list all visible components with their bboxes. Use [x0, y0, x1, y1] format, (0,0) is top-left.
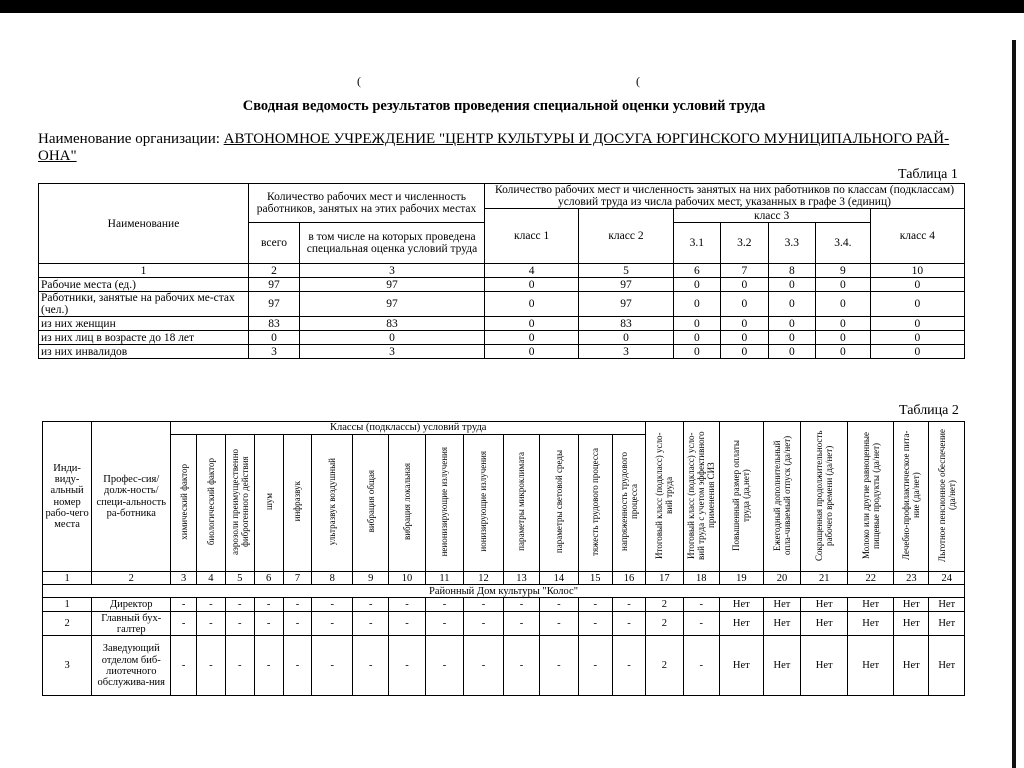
t1-cell: 0: [816, 331, 871, 345]
table-row: [39, 278, 965, 292]
t2-factor-cell: -: [578, 612, 612, 636]
t2-colnum: 23: [894, 572, 929, 585]
t2-factor-label: параметры микроклимата: [516, 452, 527, 551]
t2-factor-cell: -: [254, 636, 283, 696]
t2-section-title: Районный Дом культуры "Колос": [43, 585, 965, 598]
t2-factor-cell: -: [578, 636, 612, 696]
t2-factor-cell: -: [464, 612, 504, 636]
t1-cell: 0: [721, 317, 769, 331]
t2-factor-cell: -: [389, 636, 425, 696]
t2-header-factor: [540, 435, 578, 572]
t2-extra-cell: -: [683, 636, 719, 696]
t2-extra-cell: Нет: [763, 612, 800, 636]
scan-mark-left: (: [357, 74, 361, 88]
t2-extra-cell: Нет: [719, 612, 763, 636]
t2-extra-cell: Нет: [848, 612, 894, 636]
t1-cell: 0: [768, 292, 816, 317]
table-row: [43, 636, 965, 696]
t2-colnum: 15: [578, 572, 612, 585]
t1-row-name: Рабочие места (ед.): [39, 278, 249, 292]
t2-factor-cell: -: [389, 612, 425, 636]
t2-colnum: 8: [312, 572, 353, 585]
t2-extra-cell: Нет: [719, 636, 763, 696]
t2-header-factor: [389, 435, 425, 572]
t2-extra-cell: Нет: [929, 636, 965, 696]
organization-line: [38, 131, 963, 165]
t1-header-3-3: 3.3: [768, 223, 816, 264]
t2-colnum: 18: [683, 572, 719, 585]
t2-extra-cell: 2: [646, 636, 683, 696]
t2-colnum: 10: [389, 572, 425, 585]
t1-cell: 0: [579, 331, 673, 345]
t1-colnum: 3: [300, 264, 485, 278]
t2-extra-cell: 2: [646, 612, 683, 636]
t1-cell: 3: [249, 345, 300, 359]
t2-header-factor: [425, 435, 463, 572]
t2-extra-label: Ежегодный дополнительный опла-чиваемый отпуск (да/нет): [771, 435, 792, 555]
t1-header-3-1: 3.1: [673, 223, 721, 264]
t1-header-classes: Количество рабочих мест и численность занятых на них работников по классам (подклассам) условий труда из числа рабочих мест, указанных в графе 3 (единиц): [485, 184, 965, 209]
t1-row-name: из них инвалидов: [39, 345, 249, 359]
t2-factor-cell: -: [171, 636, 197, 696]
summary-table: [38, 183, 965, 359]
t1-colnum: 9: [816, 264, 871, 278]
t2-header-factor: [503, 435, 539, 572]
t1-cell: 0: [816, 278, 871, 292]
t2-colnum: 14: [540, 572, 578, 585]
t2-extra-label: Сокращенная продолжительность рабочего времени (да/нет): [814, 429, 835, 561]
t2-extra-label: Молоко или другие равноценные пищевые продукты (да/нет): [860, 431, 881, 559]
t2-factor-cell: -: [283, 598, 312, 612]
t1-row-name: из них женщин: [39, 317, 249, 331]
t2-colnum: 13: [503, 572, 539, 585]
t2-colnum: 12: [464, 572, 504, 585]
t2-factor-cell: -: [353, 598, 389, 612]
t1-cell: 3: [579, 345, 673, 359]
t1-cell: 0: [485, 345, 579, 359]
table-row: [39, 292, 965, 317]
t2-factor-cell: -: [503, 636, 539, 696]
t2-extra-label: Льготное пенсионное обеспечение (да/нет): [936, 428, 957, 562]
t2-extra-cell: Нет: [929, 598, 965, 612]
t2-factor-label: инфразвук: [292, 481, 303, 522]
t2-factor-label: параметры световой среды: [553, 449, 564, 554]
t1-header-class1: класс 1: [485, 209, 579, 264]
t1-cell: 0: [673, 278, 721, 292]
t1-cell: 0: [721, 331, 769, 345]
t2-factor-cell: -: [171, 598, 197, 612]
t2-factor-cell: -: [353, 612, 389, 636]
t2-extra-cell: Нет: [801, 612, 848, 636]
t2-header-factor: [254, 435, 283, 572]
t1-cell: 0: [870, 278, 964, 292]
t1-colnum: 4: [485, 264, 579, 278]
t2-colnum: 1: [43, 572, 92, 585]
t2-factor-cell: -: [353, 636, 389, 696]
t2-factor-label: вибрация локальная: [402, 462, 413, 540]
t2-factor-label: тяжесть трудового процесса: [590, 447, 601, 556]
t1-cell: 0: [870, 331, 964, 345]
t2-header-classes: Классы (подклассы) условий труда: [171, 422, 646, 435]
t1-cell: 0: [768, 317, 816, 331]
t1-header-places: Количество рабочих мест и численность работников, занятых на этих рабочих местах: [249, 184, 485, 223]
t2-factor-label: ионизирующие излучения: [478, 451, 489, 552]
t2-row-id: 1: [43, 598, 92, 612]
t1-cell: 97: [300, 278, 485, 292]
t2-header-extra: [763, 422, 800, 572]
t2-colnum: 24: [929, 572, 965, 585]
t1-header-class3: класс 3: [673, 209, 870, 223]
t1-cell: 97: [300, 292, 485, 317]
t2-row-name: Директор: [92, 598, 171, 612]
t1-header-assessed: в том числе на которых проведена специальная оценка условий труда: [300, 223, 485, 264]
t1-cell: 0: [673, 345, 721, 359]
t2-extra-cell: Нет: [801, 636, 848, 696]
t2-factor-cell: -: [283, 636, 312, 696]
t2-colnum: 19: [719, 572, 763, 585]
scan-top-border: [0, 0, 1024, 13]
t1-row-name: Работники, занятые на рабочих ме-стах (чел.): [39, 292, 249, 317]
t2-factor-label: химический фактор: [178, 463, 189, 540]
t2-factor-cell: -: [540, 612, 578, 636]
t2-header-factor: [612, 435, 645, 572]
t2-factor-cell: -: [578, 598, 612, 612]
t2-colnum: 9: [353, 572, 389, 585]
t2-header-factor: [464, 435, 504, 572]
t1-cell: 0: [673, 317, 721, 331]
t1-cell: 97: [579, 278, 673, 292]
t1-cell: 0: [816, 317, 871, 331]
t2-factor-cell: -: [540, 636, 578, 696]
t2-header-extra: [894, 422, 929, 572]
t1-column-numbers: [39, 264, 965, 278]
t2-extra-cell: -: [683, 612, 719, 636]
t2-colnum: 3: [171, 572, 197, 585]
t1-cell: 83: [579, 317, 673, 331]
t2-header-factor: [225, 435, 254, 572]
t2-factor-label: ультразвук воздушный: [327, 457, 338, 546]
t2-factor-cell: -: [464, 636, 504, 696]
t1-cell: 83: [300, 317, 485, 331]
table2-caption: Таблица 2: [899, 403, 959, 418]
t1-cell: 0: [249, 331, 300, 345]
t1-header-class4: класс 4: [870, 209, 964, 264]
t1-cell: 0: [485, 278, 579, 292]
table-row: [43, 612, 965, 636]
t2-extra-cell: Нет: [763, 636, 800, 696]
t2-factor-cell: -: [425, 636, 463, 696]
t2-header-extra: [929, 422, 965, 572]
t2-colnum: 20: [763, 572, 800, 585]
t2-extra-cell: Нет: [848, 598, 894, 612]
t2-extra-label: Лечебно-профилактическое пита-ние (да/нет): [901, 430, 922, 560]
t2-factor-cell: -: [196, 598, 225, 612]
t2-factor-cell: -: [283, 612, 312, 636]
t2-header-factor: [196, 435, 225, 572]
t2-extra-cell: Нет: [719, 598, 763, 612]
t2-extra-label: Итоговый класс (подкласс) усло-вий труда с учетом эффективного применения СИЗ: [686, 430, 717, 560]
t2-extra-label: Повышенный размер оплаты труда (да,нет): [731, 439, 752, 551]
t2-header-factor: [283, 435, 312, 572]
t2-factor-cell: -: [425, 598, 463, 612]
t1-header-name: Наименование: [39, 184, 249, 264]
t2-factor-cell: -: [225, 636, 254, 696]
t1-colnum: 8: [768, 264, 816, 278]
t1-cell: 0: [768, 278, 816, 292]
t2-factor-cell: -: [612, 612, 645, 636]
t1-cell: 0: [485, 292, 579, 317]
table-row: [39, 345, 965, 359]
t2-extra-label: Итоговый класс (подкласс) усло-вий труда: [654, 431, 675, 559]
t1-colnum: 2: [249, 264, 300, 278]
t1-cell: 0: [768, 345, 816, 359]
t2-extra-cell: Нет: [929, 612, 965, 636]
t2-row-id: 2: [43, 612, 92, 636]
t2-row-id: 3: [43, 636, 92, 696]
t2-factor-cell: -: [612, 598, 645, 612]
t1-cell: 0: [673, 331, 721, 345]
t2-colnum: 11: [425, 572, 463, 585]
t2-factor-cell: -: [171, 612, 197, 636]
t2-factor-label: шум: [263, 492, 274, 510]
t2-extra-cell: Нет: [894, 612, 929, 636]
t2-extra-cell: 2: [646, 598, 683, 612]
t2-factor-label: вибрация общая: [365, 470, 376, 533]
table1-caption: Таблица 1: [898, 167, 958, 182]
t2-row-name: Главный бух-галтер: [92, 612, 171, 636]
t2-header-factor: [353, 435, 389, 572]
organization-name: АВТОНОМНОЕ УЧРЕЖДЕНИЕ "ЦЕНТР КУЛЬТУРЫ И ДОСУГА ЮРГИНСКОГО МУНИЦИПАЛЬНОГО РАЙ-ОНА": [38, 131, 950, 164]
t2-factor-cell: -: [254, 612, 283, 636]
t2-header-factor: [171, 435, 197, 572]
t1-colnum: 5: [579, 264, 673, 278]
t1-cell: 97: [579, 292, 673, 317]
t1-header-3-4: 3.4.: [816, 223, 871, 264]
t2-extra-cell: -: [683, 598, 719, 612]
t2-header-extra: [719, 422, 763, 572]
t2-factor-cell: -: [225, 612, 254, 636]
t2-header-extra: [646, 422, 683, 572]
t2-colnum: 5: [225, 572, 254, 585]
t2-header-id: Инди-виду-альный номер рабо-чего места: [43, 422, 92, 572]
t1-cell: 0: [816, 292, 871, 317]
t1-cell: 0: [721, 292, 769, 317]
t1-cell: 0: [485, 331, 579, 345]
t1-cell: 0: [721, 345, 769, 359]
t2-header-extra: [801, 422, 848, 572]
t2-section-row: [43, 585, 965, 598]
t1-cell: 0: [485, 317, 579, 331]
t1-cell: 0: [768, 331, 816, 345]
t2-colnum: 17: [646, 572, 683, 585]
table-row: [43, 598, 965, 612]
t2-factor-cell: -: [196, 636, 225, 696]
t2-extra-cell: Нет: [763, 598, 800, 612]
t1-colnum: 1: [39, 264, 249, 278]
t2-row-name: Заведующий отделом биб-лиотечного обслужива-ния: [92, 636, 171, 696]
t2-factor-cell: -: [196, 612, 225, 636]
t2-factor-cell: -: [312, 636, 353, 696]
t1-cell: 0: [673, 292, 721, 317]
t2-factor-label: напряженность трудового процесса: [618, 452, 639, 551]
document-title: Сводная ведомость результатов проведения специальной оценки условий труда: [242, 98, 766, 114]
t2-colnum: 2: [92, 572, 171, 585]
t1-cell: 97: [249, 292, 300, 317]
t2-factor-cell: -: [464, 598, 504, 612]
t1-cell: 0: [870, 317, 964, 331]
t2-factor-cell: -: [254, 598, 283, 612]
scan-right-border: [1012, 40, 1016, 768]
t1-header-total: всего: [249, 223, 300, 264]
t1-row-name: из них лиц в возрасте до 18 лет: [39, 331, 249, 345]
t2-header-extra: [848, 422, 894, 572]
t2-header-profession: Профес-сия/долж-ность/специ-альность ра-ботника: [92, 422, 171, 572]
t2-factor-cell: -: [612, 636, 645, 696]
t1-colnum: 10: [870, 264, 964, 278]
t2-factor-cell: -: [540, 598, 578, 612]
t2-header-factor: [312, 435, 353, 572]
t1-cell: 0: [870, 345, 964, 359]
t2-extra-cell: Нет: [894, 598, 929, 612]
t1-colnum: 7: [721, 264, 769, 278]
t1-header-3-2: 3.2: [721, 223, 769, 264]
t1-cell: 0: [870, 292, 964, 317]
scan-mark-right: (: [636, 74, 640, 88]
t2-header-factor: [578, 435, 612, 572]
t2-factor-label: аэрозоли преимущественно фиброгенного действия: [229, 448, 250, 555]
t2-colnum: 22: [848, 572, 894, 585]
t2-factor-cell: -: [425, 612, 463, 636]
t2-colnum: 6: [254, 572, 283, 585]
t2-factor-cell: -: [225, 598, 254, 612]
organization-label: Наименование организации:: [38, 131, 224, 147]
table-row: [39, 317, 965, 331]
t2-factor-cell: -: [312, 598, 353, 612]
table-row: [39, 331, 965, 345]
t1-cell: 97: [249, 278, 300, 292]
workplaces-table: [42, 421, 965, 696]
t2-factor-cell: -: [312, 612, 353, 636]
t1-cell: 0: [816, 345, 871, 359]
t2-factor-label: неионизирующие излучения: [439, 446, 450, 557]
t1-cell: 3: [300, 345, 485, 359]
t2-colnum: 4: [196, 572, 225, 585]
t2-colnum: 16: [612, 572, 645, 585]
t1-cell: 0: [721, 278, 769, 292]
t2-colnum: 7: [283, 572, 312, 585]
t2-column-numbers: [43, 572, 965, 585]
t2-extra-cell: Нет: [801, 598, 848, 612]
t2-factor-label: биологический фактор: [205, 457, 216, 546]
t2-factor-cell: -: [389, 598, 425, 612]
t2-colnum: 21: [801, 572, 848, 585]
t2-factor-cell: -: [503, 612, 539, 636]
t1-cell: 83: [249, 317, 300, 331]
t2-extra-cell: Нет: [894, 636, 929, 696]
t1-colnum: 6: [673, 264, 721, 278]
t2-factor-cell: -: [503, 598, 539, 612]
t1-cell: 0: [300, 331, 485, 345]
t2-extra-cell: Нет: [848, 636, 894, 696]
t1-header-class2: класс 2: [579, 209, 673, 264]
t2-header-extra: [683, 422, 719, 572]
